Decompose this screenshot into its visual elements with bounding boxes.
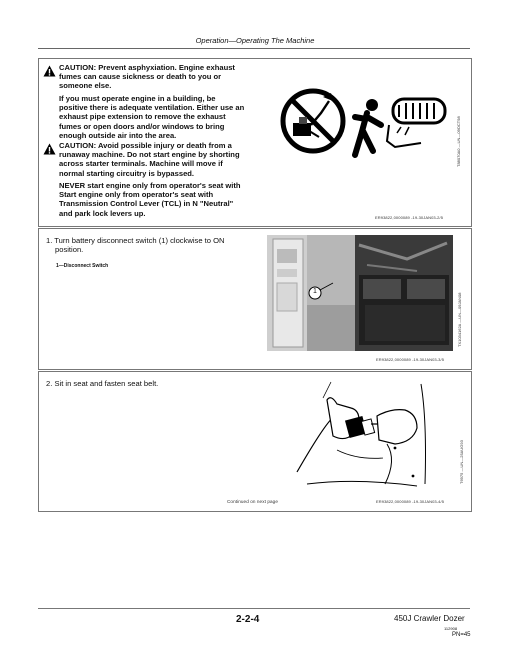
person-falling-icon <box>355 99 381 155</box>
image-code: T88070A0 —UN—09OCT98 <box>456 116 461 167</box>
crawler-track-icon <box>387 99 445 147</box>
legend-disconnect-switch: 1—Disconnect Switch <box>56 263 109 269</box>
battery-step-section <box>38 228 472 370</box>
start-instruction-paragraph: NEVER start engine only from operator's seat with Start engine only from operator's seat with Transmission Control Lever (TCL) in N "Neutral" and park lock levers up. <box>59 181 241 218</box>
document-reference: ER93822,0000089 -19-30JAN03-2/5 <box>375 215 444 220</box>
caution-runaway: CAUTION: Avoid possible injury or death from a runaway machine. Do not start engine by shorting across starter terminals. Machine will move if normal starting circuitry is bypassed. <box>59 141 240 178</box>
warning-triangle-icon <box>43 143 56 155</box>
header-rule <box>38 48 470 49</box>
caution-section <box>38 58 472 227</box>
seat-belt-illustration <box>267 380 455 492</box>
step-1-text: 1. Turn battery disconnect switch (1) clockwise to ON position. <box>46 236 225 255</box>
step-2-text: 2. Sit in seat and fasten seat belt. <box>46 379 159 388</box>
image-code: TX1034162A —UN—09JAN08 <box>457 292 462 347</box>
prohibition-sign-icon <box>283 91 343 151</box>
continued-note: Continued on next page <box>227 499 278 504</box>
page-number: 2-2-4 <box>236 614 260 625</box>
page-index: PN=45 <box>452 632 471 638</box>
revision-date: 112908 <box>444 626 458 631</box>
safety-illustration <box>271 77 451 197</box>
page-header-title: Operation—Operating The Machine <box>195 36 315 45</box>
footer-rule <box>38 608 470 609</box>
callout-number: 1 <box>313 288 317 295</box>
ventilation-paragraph: If you must operate engine in a building, be positive there is adequate ventilation. Either use an exhaust pipe extension to remove the exhaust fumes or open doors and/or windows to bring enough outside air into the area. <box>59 94 245 140</box>
image-code: T6975 —UN—25AUG93 <box>459 440 464 484</box>
document-reference: ER93822,0000089 -19-30JAN03-4/5 <box>376 499 445 504</box>
seat-belt-step-section <box>38 371 472 512</box>
warning-triangle-icon <box>43 65 56 77</box>
battery-photo <box>267 235 453 351</box>
caution-asphyxiation: CAUTION: Prevent asphyxiation. Engine exhaust fumes can cause sickness or death to you or someone else. <box>59 63 235 91</box>
machine-model: 450J Crawler Dozer <box>394 614 465 623</box>
document-reference: ER93822,0000089 -19-30JAN03-3/5 <box>376 357 445 362</box>
